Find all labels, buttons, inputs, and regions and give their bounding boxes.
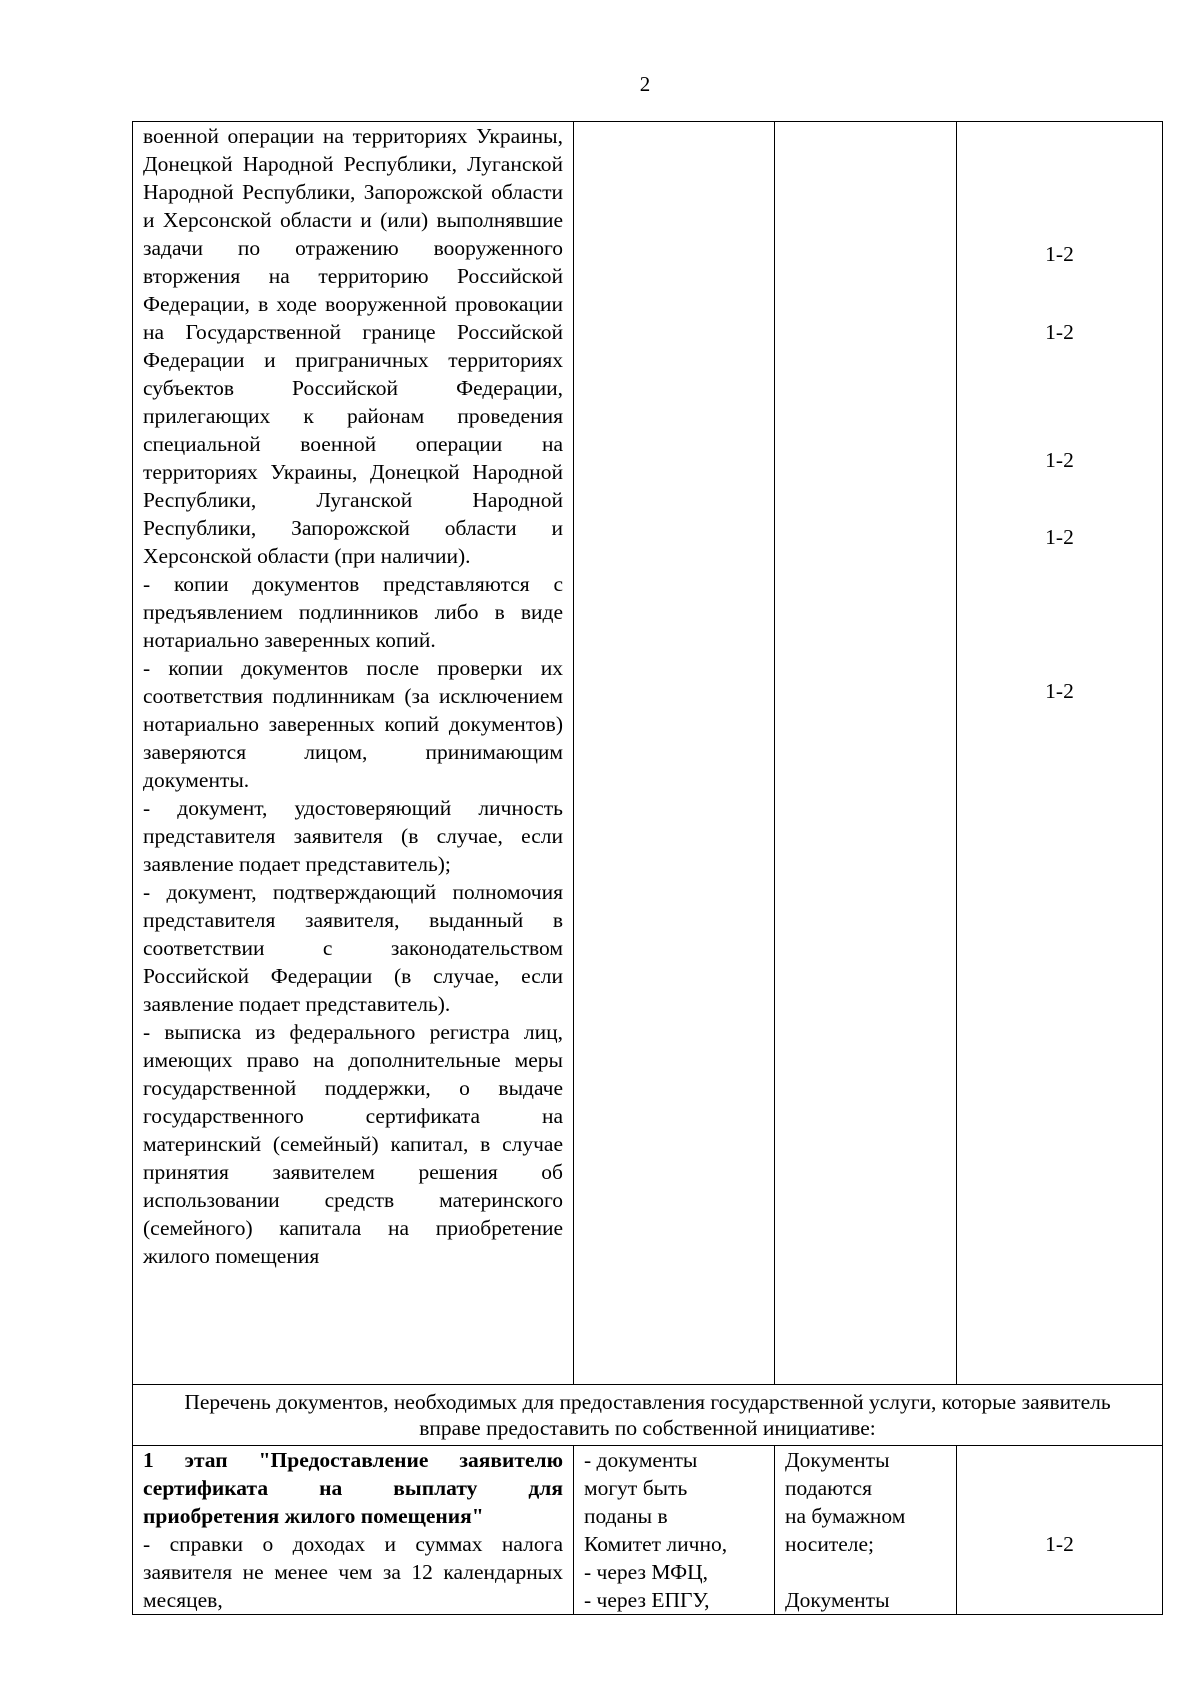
stage-cell	[957, 1446, 1163, 1615]
stage-title: 1 этап "Предоставление заявителю сертификата на выплату для приобретения жилого помещения"	[143, 1448, 563, 1528]
documents-table	[132, 121, 1163, 1615]
stage-mark: 1-2	[1045, 679, 1074, 703]
doc-paragraph: - выписка из федерального регистра лиц, имеющих право на дополнительные меры государственной поддержки, о выдаче государственного сертификата на материнский (семейный) капитал, в случае принятия заявителем решения об использовании средств материнского (семейного) капитала на приобретение жилого помещения	[143, 1020, 563, 1268]
section-heading: Перечень документов, необходимых для предоставления государственной услуги, которые заявитель вправе предоставить по собственной инициативе:	[184, 1390, 1111, 1440]
format-line: Документы	[785, 1588, 890, 1612]
table-row	[133, 1385, 1163, 1446]
format-cell	[775, 1446, 957, 1615]
method-line: Комитет лично,	[584, 1532, 728, 1556]
method-line: - через МФЦ,	[584, 1560, 709, 1584]
submission-method-cell	[574, 122, 775, 1385]
method-line: могут быть	[584, 1476, 688, 1500]
format-line: Документы	[785, 1448, 890, 1472]
stage-mark: 1-2	[1045, 242, 1074, 266]
format-line: носителе;	[785, 1532, 875, 1556]
stage-mark: 1-2	[1045, 1532, 1074, 1556]
method-line: - через ЕПГУ,	[584, 1588, 710, 1612]
doc-paragraph: - копии документов после проверки их соответствия подлинникам (за исключением нотариально заверенных копий документов) заверяются лицом, принимающим документы.	[143, 656, 563, 792]
doc-paragraph: военной операции на территориях Украины, Донецкой Народной Республики, Луганской Народной Республики, Запорожской области и Херсонской области и (или) выполнявшие задачи по отражению вооруженного вторжения на территорию Российской Федерации, в ходе вооруженной провокации на Государственной границе Российской Федерации и приграничных территориях субъектов Российской Федерации, прилегающих к районам проведения специальной военной операции на территориях Украины, Донецкой Народной Республики, Луганской Народной Республики, Запорожской области и Херсонской области (при наличии).	[143, 124, 563, 568]
submission-method-cell	[574, 1446, 775, 1615]
doc-paragraph: - копии документов представляются с предъявлением подлинников либо в виде нотариально заверенных копий.	[143, 572, 563, 652]
section-heading-cell	[133, 1385, 1163, 1446]
table-row	[133, 122, 1163, 1385]
table-row	[133, 1446, 1163, 1615]
doc-paragraph: - справки о доходах и суммах налога заявителя не менее чем за 12 календарных месяцев,	[143, 1532, 563, 1612]
stage-cell	[957, 122, 1163, 1385]
method-line: - документы	[584, 1448, 698, 1472]
documents-cell	[133, 122, 574, 1385]
stage-mark: 1-2	[1045, 525, 1074, 549]
page-number: 2	[639, 72, 651, 96]
format-line: подаются	[785, 1476, 872, 1500]
stage-mark: 1-2	[1045, 448, 1074, 472]
stage-mark: 1-2	[1045, 320, 1074, 344]
format-line	[785, 1558, 946, 1586]
format-line: на бумажном	[785, 1504, 906, 1528]
doc-paragraph: - документ, удостоверяющий личность представителя заявителя (в случае, если заявление подает представитель);	[143, 796, 563, 876]
doc-paragraph: - документ, подтверждающий полномочия представителя заявителя, выданный в соответствии с законодательством Российской Федерации (в случае, если заявление подает представитель).	[143, 880, 563, 1016]
method-line: поданы в	[584, 1504, 668, 1528]
documents-cell	[133, 1446, 574, 1615]
format-cell	[775, 122, 957, 1385]
